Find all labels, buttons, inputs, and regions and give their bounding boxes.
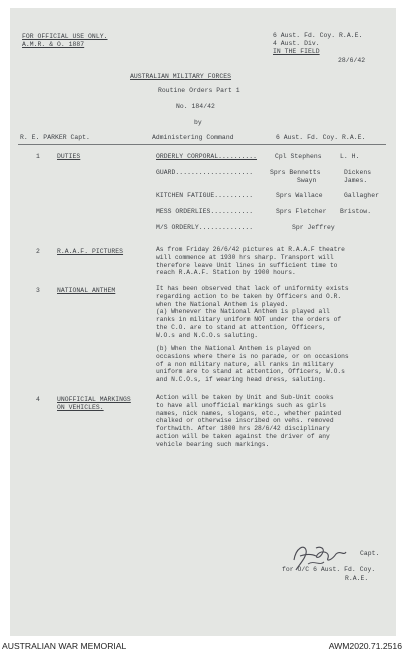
section-4-body: Action will be taken by Unit and Sub-Unit cooks to have all unofficial markings such as girls names, nick names, slogans, etc., whether painted chalked or otherwise inscribed on vehs. removed forthwith. After 1800 hrs 28/6/42 disciplinary action will be taken against the driver of any vehicle bearing such markings. — [156, 394, 342, 448]
duty-role: M/S ORDERLY.............. — [156, 224, 254, 231]
section-1-number: 1 — [36, 153, 40, 160]
division-heading: 4 Aust. Div. — [273, 40, 320, 47]
orders-number: No. 184/42 — [176, 103, 215, 110]
classification-line: FOR OFFICIAL USE ONLY. — [22, 33, 108, 40]
title-rule — [18, 144, 386, 145]
section-4-heading-line2: ON VEHICLES. — [57, 404, 104, 411]
officer-name: R. E. PARKER Capt. — [20, 134, 90, 141]
officer-role: Administering Command — [152, 134, 234, 141]
signature-for: for O/C 6 Aust. Fd. Coy. — [282, 566, 376, 573]
duty-extra: Bristow. — [340, 208, 372, 215]
footer-source: AUSTRALIAN WAR MEMORIAL — [2, 641, 127, 651]
duty-role: KITCHEN FATIGUE.......... — [156, 192, 254, 199]
duty-role: ORDERLY CORPORAL.......... — [156, 153, 258, 160]
officer-unit: 6 Aust. Fd. Coy. R.A.E. — [276, 134, 366, 141]
duty-name: Spr Jeffrey — [292, 224, 335, 231]
signature-corps: R.A.E. — [345, 575, 369, 582]
section-1-heading: DUTIES — [57, 153, 81, 160]
duty-extra: Gallagher — [344, 192, 379, 199]
signature-rank: Capt. — [360, 550, 380, 557]
force-title: AUSTRALIAN MILITARY FORCES — [130, 73, 232, 80]
duty-extra: Dickens — [344, 169, 372, 176]
footer-accession-number: AWM2020.71.2516 — [328, 641, 402, 651]
section-2-body: As from Friday 26/6/42 pictures at R.A.A.F theatre will commence at 1930 hrs sharp. Transport will therefore leave Unit lines in sufficient time to reach R.A.A.F. Station by 1900 hours. — [156, 246, 345, 277]
footer-bar — [0, 638, 406, 653]
section-3-body-b: (b) When the National Anthem is played on occasions where there is no parade, or on occasions of a non military nature, all ranks in military uniform are to stand at attention, Officers, W.O.s and N.C.O.s, if wearing head dress, saluting. — [156, 345, 349, 384]
duty-name: Swayn — [297, 177, 317, 184]
section-3-heading: NATIONAL ANTHEM — [57, 287, 116, 294]
duty-role: GUARD.................... — [156, 169, 254, 176]
form-reference: A.M.R. & O. 1887 — [22, 41, 85, 48]
duty-name: Sprs Bennetts — [270, 169, 321, 176]
duty-name: Sprs Wallace — [276, 192, 323, 199]
location-heading: IN THE FIELD — [273, 48, 320, 55]
duty-name: Cpl Stephens — [275, 153, 322, 160]
document-date: 28/6/42 — [338, 57, 366, 64]
duty-name: Sprs Fletcher — [276, 208, 327, 215]
section-2-number: 2 — [36, 248, 40, 255]
duty-extra: James. — [344, 177, 368, 184]
duty-role: MESS ORDERLIES........... — [156, 208, 254, 215]
section-4-heading: UNOFFICIAL MARKINGS — [57, 396, 131, 403]
duty-extra: L. H. — [340, 153, 360, 160]
section-4-number: 4 — [36, 396, 40, 403]
section-3-number: 3 — [36, 287, 40, 294]
by-label: by — [194, 119, 202, 126]
section-2-heading: R.A.A.F. PICTURES — [57, 248, 124, 255]
section-3-body-a: It has been observed that lack of uniformity exists regarding action to be taken by Officers and O.R. when the National Anthem is played. (a) Whenever the National Anthem is played all ranks in military uniform NOT under the orders of the C.O. are to stand at attention, Officers, W.O.s and N.C.O.s saluting. — [156, 285, 349, 339]
unit-heading: 6 Aust. Fd. Coy. R.A.E. — [273, 32, 363, 39]
orders-title: Routine Orders Part 1 — [158, 87, 240, 94]
